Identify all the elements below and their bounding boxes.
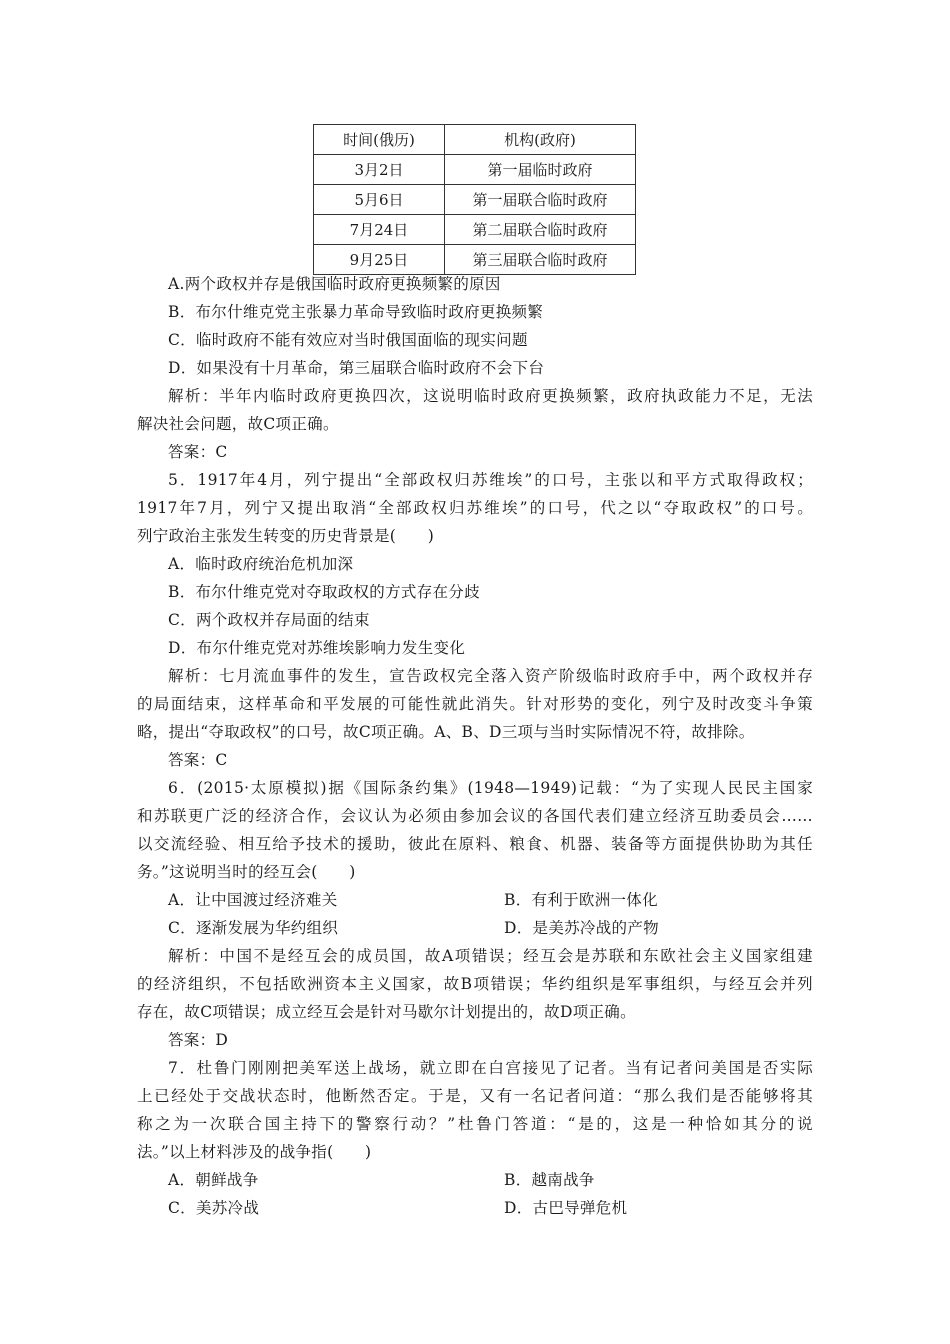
q4-answer: 答案：C: [168, 443, 228, 461]
table-cell: 第二届联合临时政府: [445, 215, 636, 245]
q4-analysis-line: 解析：半年内临时政府更换四次，这说明临时政府更换频繁，政府执政能力不足，无法: [168, 387, 813, 405]
q6-option-a: A．让中国渡过经济难关: [168, 891, 338, 909]
q7-stem-line: 上已经处于交战状态时，他断然否定。于是，又有一名记者问道：“那么我们是否能够将其: [137, 1087, 813, 1105]
q5-option-b: B．布尔什维克党对夺取政权的方式存在分歧: [168, 583, 480, 601]
table-cell: 7月24日: [314, 215, 445, 245]
q7-stem-line: 7．杜鲁门刚刚把美军送上战场，就立即在白宫接见了记者。当有记者问美国是否实际: [168, 1059, 813, 1077]
q5-answer: 答案：C: [168, 751, 228, 769]
table-cell: 3月2日: [314, 155, 445, 185]
table-row: [314, 185, 636, 215]
q6-analysis-line: 的经济组织，不包括欧洲资本主义国家，故B项错误；华约组织是军事组织，与经互会并列: [137, 975, 813, 993]
government-table: [313, 124, 636, 275]
q6-option-b: B．有利于欧洲一体化: [504, 891, 658, 909]
q6-stem-line: 6．(2015·太原模拟)据《国际条约集》(1948—1949)记载：“为了实现人民民主国家: [168, 779, 813, 797]
q7-option-b: B．越南战争: [504, 1171, 595, 1189]
table-row: [314, 155, 636, 185]
table-row: [314, 215, 636, 245]
q5-analysis-line: 略，提出“夺取政权”的口号，故C项正确。A、B、D三项与当时实际情况不符，故排除。: [137, 723, 755, 741]
table-header-cell: 时间(俄历): [314, 125, 445, 155]
q6-stem-line: 务。”这说明当时的经互会( ): [137, 863, 356, 881]
q7-stem-line: 法。”以上材料涉及的战争指( ): [137, 1143, 372, 1161]
table-header-cell: 机构(政府): [445, 125, 636, 155]
q5-option-d: D．布尔什维克党对苏维埃影响力发生变化: [168, 639, 466, 657]
table-cell: 第一届临时政府: [445, 155, 636, 185]
table-cell: 第三届联合临时政府: [445, 245, 636, 275]
q6-stem-line: 和苏联更广泛的经济合作，会议认为必须由参加会议的各国代表们建立经济互助委员会……: [137, 807, 813, 825]
q4-option-a: A.两个政权并存是俄国临时政府更换频繁的原因: [168, 275, 501, 293]
q4-option-d: D．如果没有十月革命，第三届联合临时政府不会下台: [168, 359, 545, 377]
q5-analysis-line: 解析：七月流血事件的发生，宣告政权完全落入资产阶级临时政府手中，两个政权并存: [168, 667, 813, 685]
q4-option-b: B．布尔什维克党主张暴力革命导致临时政府更换频繁: [168, 303, 544, 321]
q4-analysis-line: 解决社会问题，故C项正确。: [137, 415, 339, 433]
q5-stem-line: 1917年7月，列宁又提出取消“全部政权归苏维埃”的口号，代之以“夺取政权”的口号。: [137, 499, 813, 517]
table-row: [314, 245, 636, 275]
q4-option-c: C．临时政府不能有效应对当时俄国面临的现实问题: [168, 331, 528, 349]
table-cell: 第一届联合临时政府: [445, 185, 636, 215]
q6-analysis-line: 解析：中国不是经互会的成员国，故A项错误；经互会是苏联和东欧社会主义国家组建: [168, 947, 813, 965]
q5-stem-line: 5．1917年4月，列宁提出“全部政权归苏维埃”的口号，主张以和平方式取得政权；: [168, 471, 813, 489]
q7-stem-line: 称之为一次联合国主持下的警察行动？”杜鲁门答道：“是的，这是一种恰如其分的说: [137, 1115, 813, 1133]
q6-answer: 答案：D: [168, 1031, 229, 1049]
table-header-row: [314, 125, 636, 155]
q5-option-a: A．临时政府统治危机加深: [168, 555, 354, 573]
q7-option-c: C．美苏冷战: [168, 1199, 260, 1217]
q5-stem-line: 列宁政治主张发生转变的历史背景是( ): [137, 527, 435, 545]
q6-option-d: D．是美苏冷战的产物: [504, 919, 659, 937]
table-cell: 5月6日: [314, 185, 445, 215]
q7-option-a: A．朝鲜战争: [168, 1171, 259, 1189]
q6-stem-line: 以交流经验、相互给予技术的援助，彼此在原料、粮食、机器、装备等方面提供协助为其任: [137, 835, 813, 853]
q7-option-d: D．古巴导弹危机: [504, 1199, 628, 1217]
q6-analysis-line: 存在，故C项错误；成立经互会是针对马歇尔计划提出的，故D项正确。: [137, 1003, 636, 1021]
q5-analysis-line: 的局面结束，这样革命和平发展的可能性就此消失。针对形势的变化，列宁及时改变斗争策: [137, 695, 813, 713]
q6-option-c: C．逐渐发展为华约组织: [168, 919, 339, 937]
q5-option-c: C．两个政权并存局面的结束: [168, 611, 370, 629]
table-cell: 9月25日: [314, 245, 445, 275]
